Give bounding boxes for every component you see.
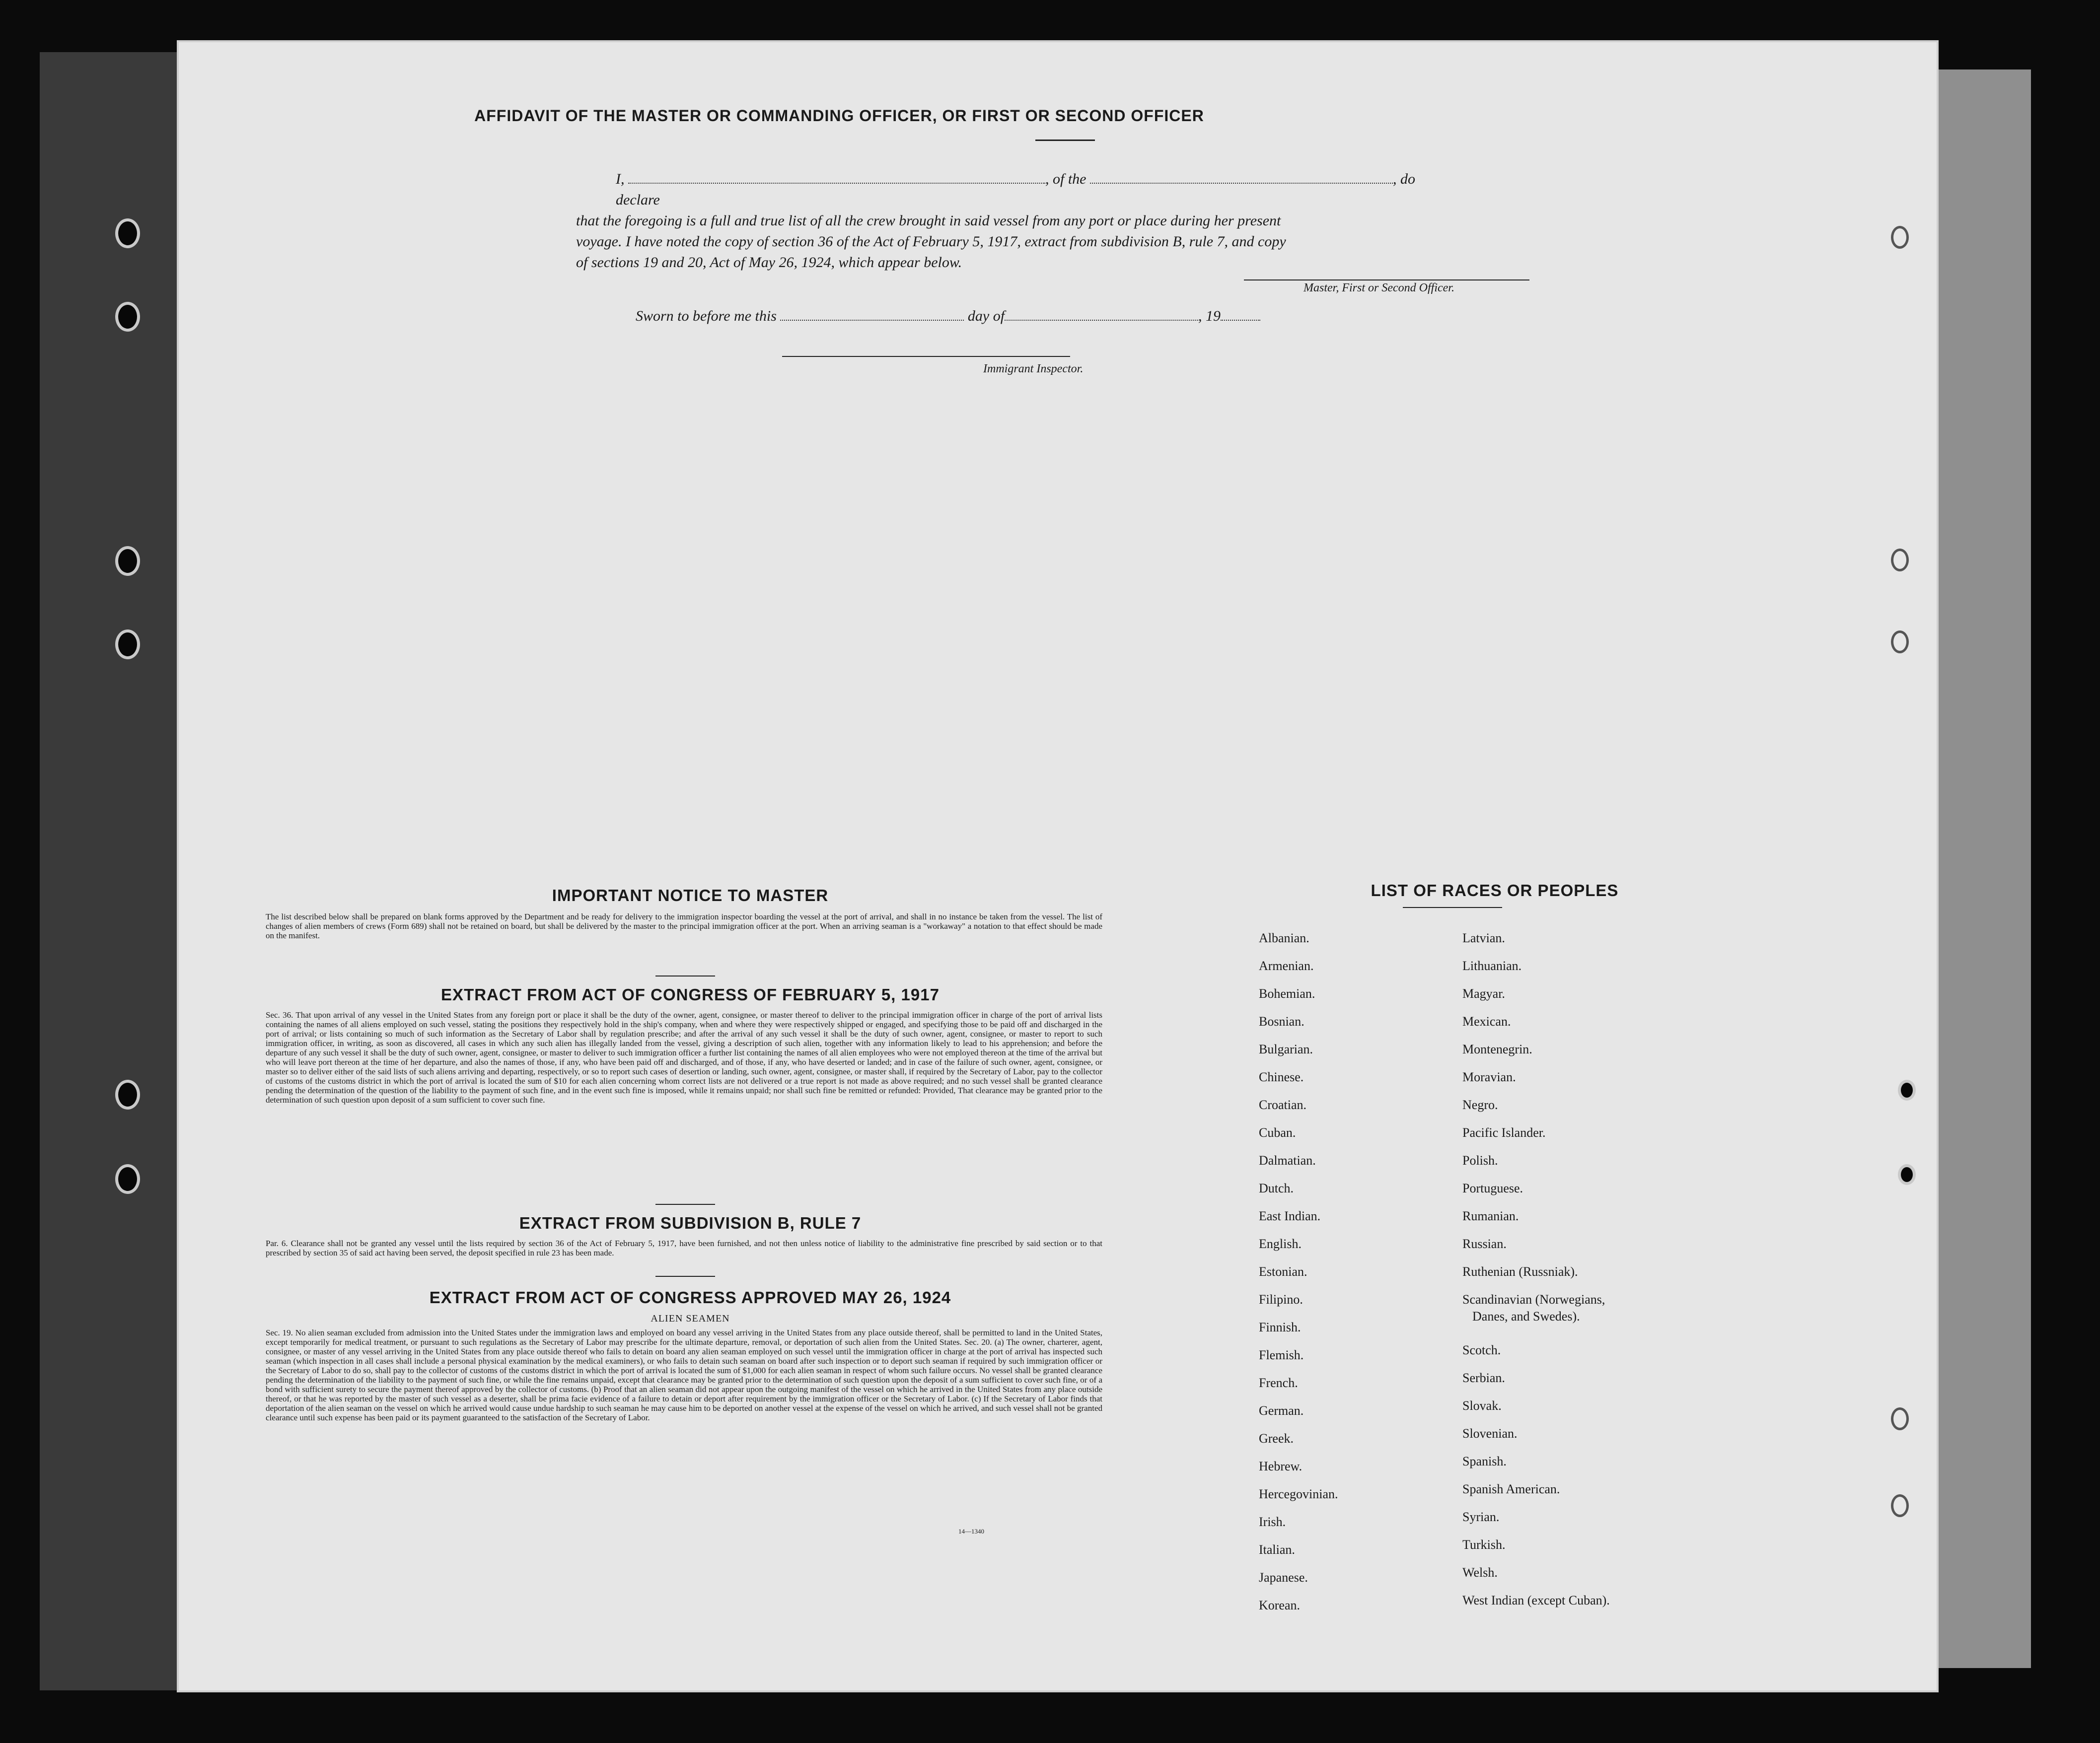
race-left: Croatian. (1259, 1098, 1307, 1112)
race-right: Welsh. (1462, 1565, 1498, 1580)
race-right: Lithuanian. (1462, 959, 1522, 973)
race-right: West Indian (except Cuban). (1462, 1593, 1610, 1607)
binder-strip (40, 52, 189, 1690)
page-hole (1898, 1080, 1916, 1101)
race-left: Italian. (1259, 1542, 1295, 1557)
affidavit-declaration (576, 169, 1450, 273)
race-left: Hebrew. (1259, 1459, 1303, 1473)
race-left: Japanese. (1259, 1570, 1308, 1585)
race-right: Russian. (1462, 1237, 1507, 1251)
race-right: Scotch. (1462, 1343, 1501, 1357)
page-hole (1891, 1494, 1909, 1517)
sworn-line (636, 308, 1260, 325)
master-signature-line (1244, 279, 1529, 280)
race-left: Dutch. (1259, 1181, 1294, 1195)
declaration-line-3: voyage. I have noted the copy of section 36 of the Act of February 5, 1917, extract from subdivision B, rule 7, and copy (576, 233, 1286, 250)
page-hole (1891, 1407, 1909, 1430)
declaration-line-4: of sections 19 and 20, Act of May 26, 1924, which appear below. (576, 254, 962, 271)
declaration-i: I, (616, 171, 625, 187)
extract-1924-body: Sec. 19. No alien seaman excluded from admission into the United States under the immigration laws and employed on board any vessel arriving in the United States from any place outside thereof, shall be permitted to land in the United States, except temporarily for medical treatment, or pursuant to such regulations as the Secretary of Labor may prescribe for the ultimate departure, removal, or deportation of such alien from the United States. Sec. 20. (a) The owner, charterer, agent, consignee, or master of any vessel arriving in the United States from any place outside thereof who fails to detain on board any alien seaman employed on such vessel until the immigration officer in charge at the port of arrival has inspected such seaman (which inspection in all cases shall include a personal physical examination by the medical examiners), or who fails to detain such seaman on board after such inspection or to deport such seaman if required by such immigration officer or the Secretary of Labor to do so, shall pay to the collector of customs of the customs district in which the port of arrival is located the sum of $1,000 for each alien seaman in respect of whom such failure occurs. No vessel shall be granted clearance pending the determination of the liability to the payment of such fine, or while the fine remains unpaid, except that clearance may be granted prior to the determination of such question upon the deposit of a sum sufficient to cover such fine, or of a bond with sufficient surety to secure the payment thereof approved by the collector of customs. (b) Proof that an alien seaman did not appear upon the outgoing manifest of the vessel on which he arrived in the United States from any place outside thereof, or that he was reported by the master of such vessel as a deserter, shall be prima facie evidence of a failure to detain or deport after requirement by the immigration officer or the Secretary of Labor. (c) If the Secretary of Labor finds that deportation of the alien seaman on the vessel on which he arrived would cause undue hardship to such seaman he may cause him to be deported on another vessel at the expense of the vessel on which he arrived, and such vessel shall not be granted clearance until such expense has been paid or its payment guaranteed to the satisfaction of the Secretary of Labor. (266, 1328, 1102, 1422)
race-left: Korean. (1259, 1598, 1301, 1612)
race-right: Polish. (1462, 1153, 1498, 1168)
inspector-signature-line (782, 356, 1070, 357)
race-right: Ruthenian (Russniak). (1462, 1264, 1578, 1279)
race-left: Hercegovinian. (1259, 1487, 1338, 1501)
race-right: Portuguese. (1462, 1181, 1523, 1195)
race-right: Slovak. (1462, 1398, 1502, 1413)
binder-hole (115, 546, 140, 576)
extract-rule7-rule (655, 1276, 715, 1277)
sworn-prefix: Sworn to before me this (636, 308, 777, 324)
extract-1917-title: EXTRACT FROM ACT OF CONGRESS OF FEBRUARY 5, 1917 (441, 985, 940, 1004)
extract-1917-body: Sec. 36. That upon arrival of any vessel in the United States from any foreign port or place it shall be the duty of the owner, agent, consignee, or master thereof to deliver to the principal immigration officer in charge of the port of arrival lists containing the names of all aliens employed on such vessel, stating the positions they respectively hold in the ship's company, when and where they were respectively shipped or engaged, and specifying those to be paid off and discharged in the port of arrival; or lists containing so much of such information as the Secretary of Labor shall by regulation prescribe; and after the arrival of any such vessel it shall be the duty of such owner, agent, consignee, or master to report to such immigration officer, in writing, as soon as discovered, all cases in which any such alien has illegally landed from the vessel, giving a description of such alien, together with any information likely to lead to his apprehension; and before the departure of any such vessel it shall be the duty of such owner, agent, consignee, or master to deliver to such immigration officer a further list containing the names of all alien employees who were not employed thereon at the time of the arrival but who will leave port thereon at the time of her departure, and also the names of those, if any, who have been paid off and discharged, and of those, if any, who have deserted or landed; and in case of the failure of such owner, agent, consignee, or master so to deliver either of the said lists of such aliens arriving and departing, respectively, or so to report such cases of desertion or landing, such owner, agent, consignee, or master shall, if required by the Secretary of Labor, pay to the collector of customs of the customs district in which the port of arrival is located the sum of $10 for each alien concerning whom correct lists are not delivered or a true report is not made as above required; and no such vessel shall be granted clearance pending the determination of the question of the liability to the payment of such fine, and in the event such fine is imposed, while it remains unpaid; nor shall such fine be remitted or refunded: Provided, That clearance may be granted prior to the determination of such question upon deposit of a sum sufficient to cover such fine. (266, 1010, 1102, 1105)
extract-1917-rule (655, 1204, 715, 1205)
race-right: Pacific Islander. (1462, 1125, 1546, 1140)
races-title: LIST OF RACES OR PEOPLES (1371, 881, 1619, 900)
race-left: Greek. (1259, 1431, 1294, 1446)
race-right: Rumanian. (1462, 1209, 1519, 1223)
race-right: Slovenian. (1462, 1426, 1518, 1441)
binder-hole (115, 302, 140, 332)
sworn-day-of: day of (967, 308, 1005, 324)
race-left: Bosnian. (1259, 1014, 1304, 1029)
race-left: Dalmatian. (1259, 1153, 1316, 1168)
affidavit-title: AFFIDAVIT OF THE MASTER OR COMMANDING OFFICER, OR FIRST OR SECOND OFFICER (474, 107, 1204, 125)
extract-1924-subtitle: ALIEN SEAMEN (651, 1313, 730, 1324)
race-right: Scandinavian (Norwegians, (1462, 1292, 1605, 1307)
title-rule (1035, 139, 1095, 141)
race-left: Cuban. (1259, 1125, 1296, 1140)
race-left: Bohemian. (1259, 986, 1315, 1001)
page-hole (1891, 226, 1909, 249)
race-right: Latvian. (1462, 931, 1505, 945)
sworn-year: , 19 (1198, 308, 1221, 324)
race-right: Spanish. (1462, 1454, 1507, 1468)
form-number: 14—1340 (958, 1528, 984, 1535)
race-left: Irish. (1259, 1515, 1286, 1529)
race-left: Albanian. (1259, 931, 1309, 945)
declaration-line-2: that the foregoing is a full and true list of all the crew brought in said vessel from any port or place during her present (576, 212, 1281, 229)
declaration-line-1 (616, 169, 1450, 210)
race-left: Bulgarian. (1259, 1042, 1313, 1056)
master-signature-label: Master, First or Second Officer. (1303, 281, 1454, 294)
notice-body: The list described below shall be prepared on blank forms approved by the Department and be ready for delivery to the immigration inspector boarding the vessel at the port of arrival, and shall in no instance be taken from the vessel. The list of changes of alien members of crews (Form 689) shall not be retained on board, but shall be delivered by the master to the principal immigration officer at the port. When an arriving seaman is a "workaway" a notation to that effect should be made on the manifest. (266, 912, 1102, 940)
race-left: Armenian. (1259, 959, 1314, 973)
race-left: German. (1259, 1403, 1304, 1418)
page-hole (1898, 1164, 1916, 1185)
inspector-label: Immigrant Inspector. (983, 362, 1084, 375)
race-left: Finnish. (1259, 1320, 1301, 1334)
race-left: French. (1259, 1376, 1298, 1390)
race-right: Danes, and Swedes). (1472, 1309, 1580, 1324)
race-right: Turkish. (1462, 1537, 1506, 1552)
race-right: Syrian. (1462, 1510, 1500, 1524)
binder-hole (115, 1164, 140, 1194)
race-right: Montenegrin. (1462, 1042, 1532, 1056)
race-right: Moravian. (1462, 1070, 1516, 1084)
extract-rule7-body: Par. 6. Clearance shall not be granted any vessel until the lists required by section 36 of the Act of February 5, 1917, have been furnished, and not then unless notice of liability to the administrative fine prescribed by said section or to that prescribed by section 35 of said act having been served, the deposit specified in rule 23 has been made. (266, 1239, 1102, 1257)
binder-hole (115, 629, 140, 659)
race-left: Flemish. (1259, 1348, 1304, 1362)
race-left: English. (1259, 1237, 1302, 1251)
binder-hole (115, 218, 140, 248)
extract-rule7-title: EXTRACT FROM SUBDIVISION B, RULE 7 (519, 1214, 862, 1232)
notice-title: IMPORTANT NOTICE TO MASTER (552, 886, 829, 905)
race-right: Mexican. (1462, 1014, 1511, 1029)
page-hole (1891, 549, 1909, 571)
race-left: Estonian. (1259, 1264, 1307, 1279)
race-right: Magyar. (1462, 986, 1505, 1001)
race-left: East Indian. (1259, 1209, 1321, 1223)
race-left: Filipino. (1259, 1292, 1303, 1307)
of-the-label: , of the (1045, 171, 1086, 187)
race-right: Spanish American. (1462, 1482, 1560, 1496)
affidavit-page (179, 42, 1937, 1690)
page-hole (1891, 630, 1909, 653)
binder-hole (115, 1080, 140, 1110)
do-declare-label: , do declare (616, 171, 1415, 208)
race-left: Chinese. (1259, 1070, 1304, 1084)
races-rule (1403, 907, 1502, 908)
race-right: Serbian. (1462, 1371, 1505, 1385)
extract-1924-title: EXTRACT FROM ACT OF CONGRESS APPROVED MAY 26, 1924 (429, 1288, 951, 1307)
race-right: Negro. (1462, 1098, 1498, 1112)
